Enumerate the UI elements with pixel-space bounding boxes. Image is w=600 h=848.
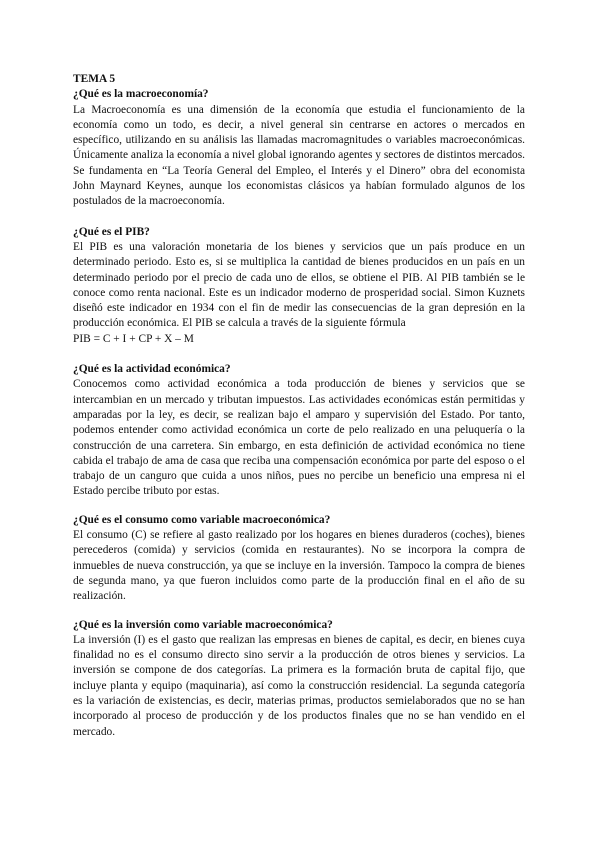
section-heading: ¿Qué es la macroeconomía? (73, 88, 209, 101)
section-heading: ¿Qué es el PIB? (73, 225, 150, 238)
section-heading: ¿Qué es el consumo como variable macroeconómica? (73, 513, 331, 526)
pib-formula: PIB = C + I + CP + X – M (73, 332, 194, 345)
section-heading: ¿Qué es la inversión como variable macroeconómica? (73, 618, 333, 631)
section-consumo (73, 513, 525, 605)
section-paragraph: El consumo (C) se refiere al gasto realizado por los hogares en bienes duraderos (coches), bienes perecederos (comida) y servicios (comida en restaurantes). No se incorpora la compra de inmuebles de nueva construcción, ya que se incluye en la inversión. Tampoco la compra de bienes de segunda mano, ya que fueron incluidos como parte de la producción final en el año de su realización. (73, 529, 525, 603)
section-paragraph: La Macroeconomía es una dimensión de la economía que estudia el funcionamiento de la economía como un todo, es decir, a nivel general sin centrarse en actores o mercados en específico, utilizando en su análisis las llamadas macromagnitudes o variables macroeconómicas. Únicamente analiza la economía a nivel global ignorando agentes y sectores de distintos mercados. Se fundamenta en “La Teoría General del Empleo, el Interés y el Dinero” obra del economista John Maynard Keynes, aunque los economistas clásicos ya habían formulado algunos de los postulados de la macroeconomía. (73, 103, 525, 208)
section-inversion (73, 618, 525, 740)
section-heading: ¿Qué es la actividad económica? (73, 363, 231, 376)
section-paragraph: Conocemos como actividad económica a toda producción de bienes y servicios que se intercambian en un mercado y tributan impuestos. Las actividades económicas están permitidas y amparadas por la ley, es decir, se realizan bajo el amparo y supervisión del Estado. Por tanto, podemos entender como actividad económica un corte de pelo realizado en una peluquería o la construcción de una carretera. Sin embargo, en esta definición de actividad económica no tiene cabida el trabajo de ama de casa que reciba una compensación económica por parte del esposo o el trabajo de un canguro que cuida a unos niños, pues no percibe un beneficio una empresa ni el Estado percibe tributo por estas. (73, 378, 525, 498)
section-macroeconomia (73, 87, 525, 209)
document-page (73, 72, 525, 740)
section-paragraph: El PIB es una valoración monetaria de los bienes y servicios que un país produce en un determinado periodo. Esto es, si se multiplica la cantidad de bienes producidos en un país en un determinado periodo por el precio de cada uno de ellos, se obtiene el PIB. Al PIB también se le conoce como renta nacional. Este es un indicador moderno de prosperidad social. Simon Kuznets diseñó este indicador en 1934 con el fin de medir las consecuencias de la gran depresión en la producción económica. El PIB se calcula a través de la siguiente fórmula (73, 240, 525, 330)
section-pib (73, 225, 525, 347)
document-title: TEMA 5 (73, 73, 116, 85)
section-actividad-economica (73, 362, 525, 500)
section-paragraph: La inversión (I) es el gasto que realizan las empresas en bienes de capital, es decir, en bienes cuya finalidad no es el consumo directo sino servir a la producción de otros bienes y servicios. La inversión se compone de dos categorías. La primera es la formación bruta de capital fijo, que incluye planta y equipo (maquinaria), así como la construcción residencial. La segunda categoría es la variación de existencias, es decir, materias primas, productos semielaborados que no se han incorporado al proceso de producción y de los productos finales que no se han vendido en el mercado. (73, 633, 525, 738)
